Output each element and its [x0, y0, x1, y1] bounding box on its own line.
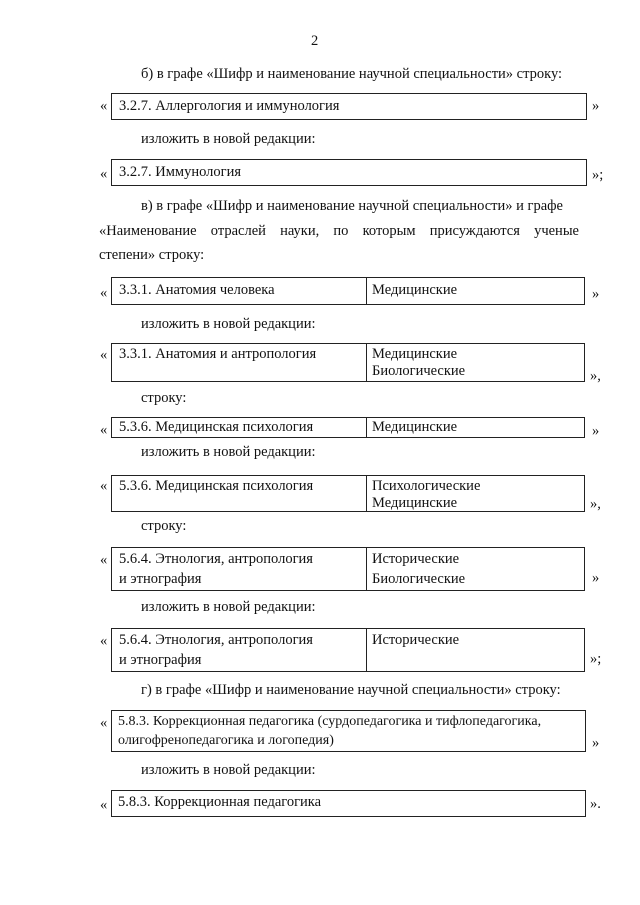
edit-instruction: изложить в новой редакции:: [141, 599, 316, 615]
science-field: Психологические: [372, 478, 481, 494]
open-quote: «: [100, 633, 108, 649]
edit-instruction: изложить в новой редакции:: [141, 316, 316, 332]
column-divider: [366, 418, 367, 437]
science-field: Биологические: [372, 363, 466, 379]
page-number: 2: [311, 33, 319, 49]
specialty-code: 5.3.6. Медицинская психология: [119, 478, 314, 494]
close-quote: »,: [590, 496, 601, 512]
specialty-code: 3.2.7. Иммунология: [119, 164, 242, 180]
close-quote: »;: [590, 651, 602, 667]
close-quote: »: [592, 570, 600, 586]
open-quote: «: [100, 98, 108, 114]
table-new-5-3-6: [111, 475, 585, 512]
science-field: Исторические: [372, 551, 460, 567]
column-divider: [366, 344, 367, 381]
science-field: Исторические: [372, 632, 460, 648]
specialty-code: 3.2.7. Аллергология и иммунология: [119, 98, 340, 114]
specialty-code: и этнография: [119, 571, 202, 587]
edit-instruction: изложить в новой редакции:: [141, 444, 316, 460]
specialty-code: 5.8.3. Коррекционная педагогика (сурдопедагогика и тифлопедагогика,: [118, 714, 542, 729]
paragraph-v-line1: в) в графе «Шифр и наименование научной специальности» и графе: [141, 198, 563, 214]
column-divider: [366, 278, 367, 304]
specialty-code: олигофренопедагогика и логопедия): [118, 733, 334, 748]
open-quote: «: [100, 797, 108, 813]
close-quote: »,: [590, 368, 601, 384]
table-old-5-3-6: [111, 417, 585, 438]
table-old-5-8-3: [111, 710, 586, 752]
specialty-code: 5.8.3. Коррекционная педагогика: [118, 794, 322, 810]
open-quote: «: [100, 285, 108, 301]
open-quote: «: [100, 478, 108, 494]
paragraph-b: б) в графе «Шифр и наименование научной специальности» строку:: [141, 66, 563, 82]
close-quote: »;: [592, 167, 604, 183]
science-field: Медицинские: [372, 495, 458, 511]
science-field: Медицинские: [372, 419, 458, 435]
open-quote: «: [100, 552, 108, 568]
specialty-code: и этнография: [119, 652, 202, 668]
specialty-code: 3.3.1. Анатомия и антропология: [119, 346, 317, 362]
specialty-code: 3.3.1. Анатомия человека: [119, 282, 275, 298]
close-quote: ».: [590, 796, 601, 812]
column-divider: [366, 476, 367, 511]
table-new-5-8-3: [111, 790, 586, 817]
open-quote: «: [100, 715, 108, 731]
table-new-3-3-1: [111, 343, 585, 382]
edit-instruction: изложить в новой редакции:: [141, 762, 316, 778]
close-quote: »: [592, 735, 600, 751]
row-label: строку:: [141, 518, 187, 534]
science-field: Медицинские: [372, 282, 458, 298]
row-label: строку:: [141, 390, 187, 406]
science-field: Медицинские: [372, 346, 458, 362]
close-quote: »: [592, 98, 600, 114]
specialty-code: 5.6.4. Этнология, антропология: [119, 551, 313, 567]
open-quote: «: [100, 347, 108, 363]
paragraph-v-line3: степени» строку:: [99, 247, 205, 263]
edit-instruction: изложить в новой редакции:: [141, 131, 316, 147]
table-old-3-2-7: [111, 93, 587, 120]
paragraph-g: г) в графе «Шифр и наименование научной специальности» строку:: [141, 682, 561, 698]
table-new-5-6-4: [111, 628, 585, 672]
close-quote: »: [592, 423, 600, 439]
table-old-3-3-1: [111, 277, 585, 305]
science-field: Биологические: [372, 571, 466, 587]
specialty-code: 5.6.4. Этнология, антропология: [119, 632, 313, 648]
table-old-5-6-4: [111, 547, 585, 591]
paragraph-v-line2: «Наименование отраслей науки, по которым присуждаются ученые: [99, 223, 579, 239]
column-divider: [366, 548, 367, 590]
table-new-3-2-7: [111, 159, 587, 186]
open-quote: «: [100, 422, 108, 438]
specialty-code: 5.3.6. Медицинская психология: [119, 419, 314, 435]
column-divider: [366, 629, 367, 671]
close-quote: »: [592, 286, 600, 302]
open-quote: «: [100, 166, 108, 182]
